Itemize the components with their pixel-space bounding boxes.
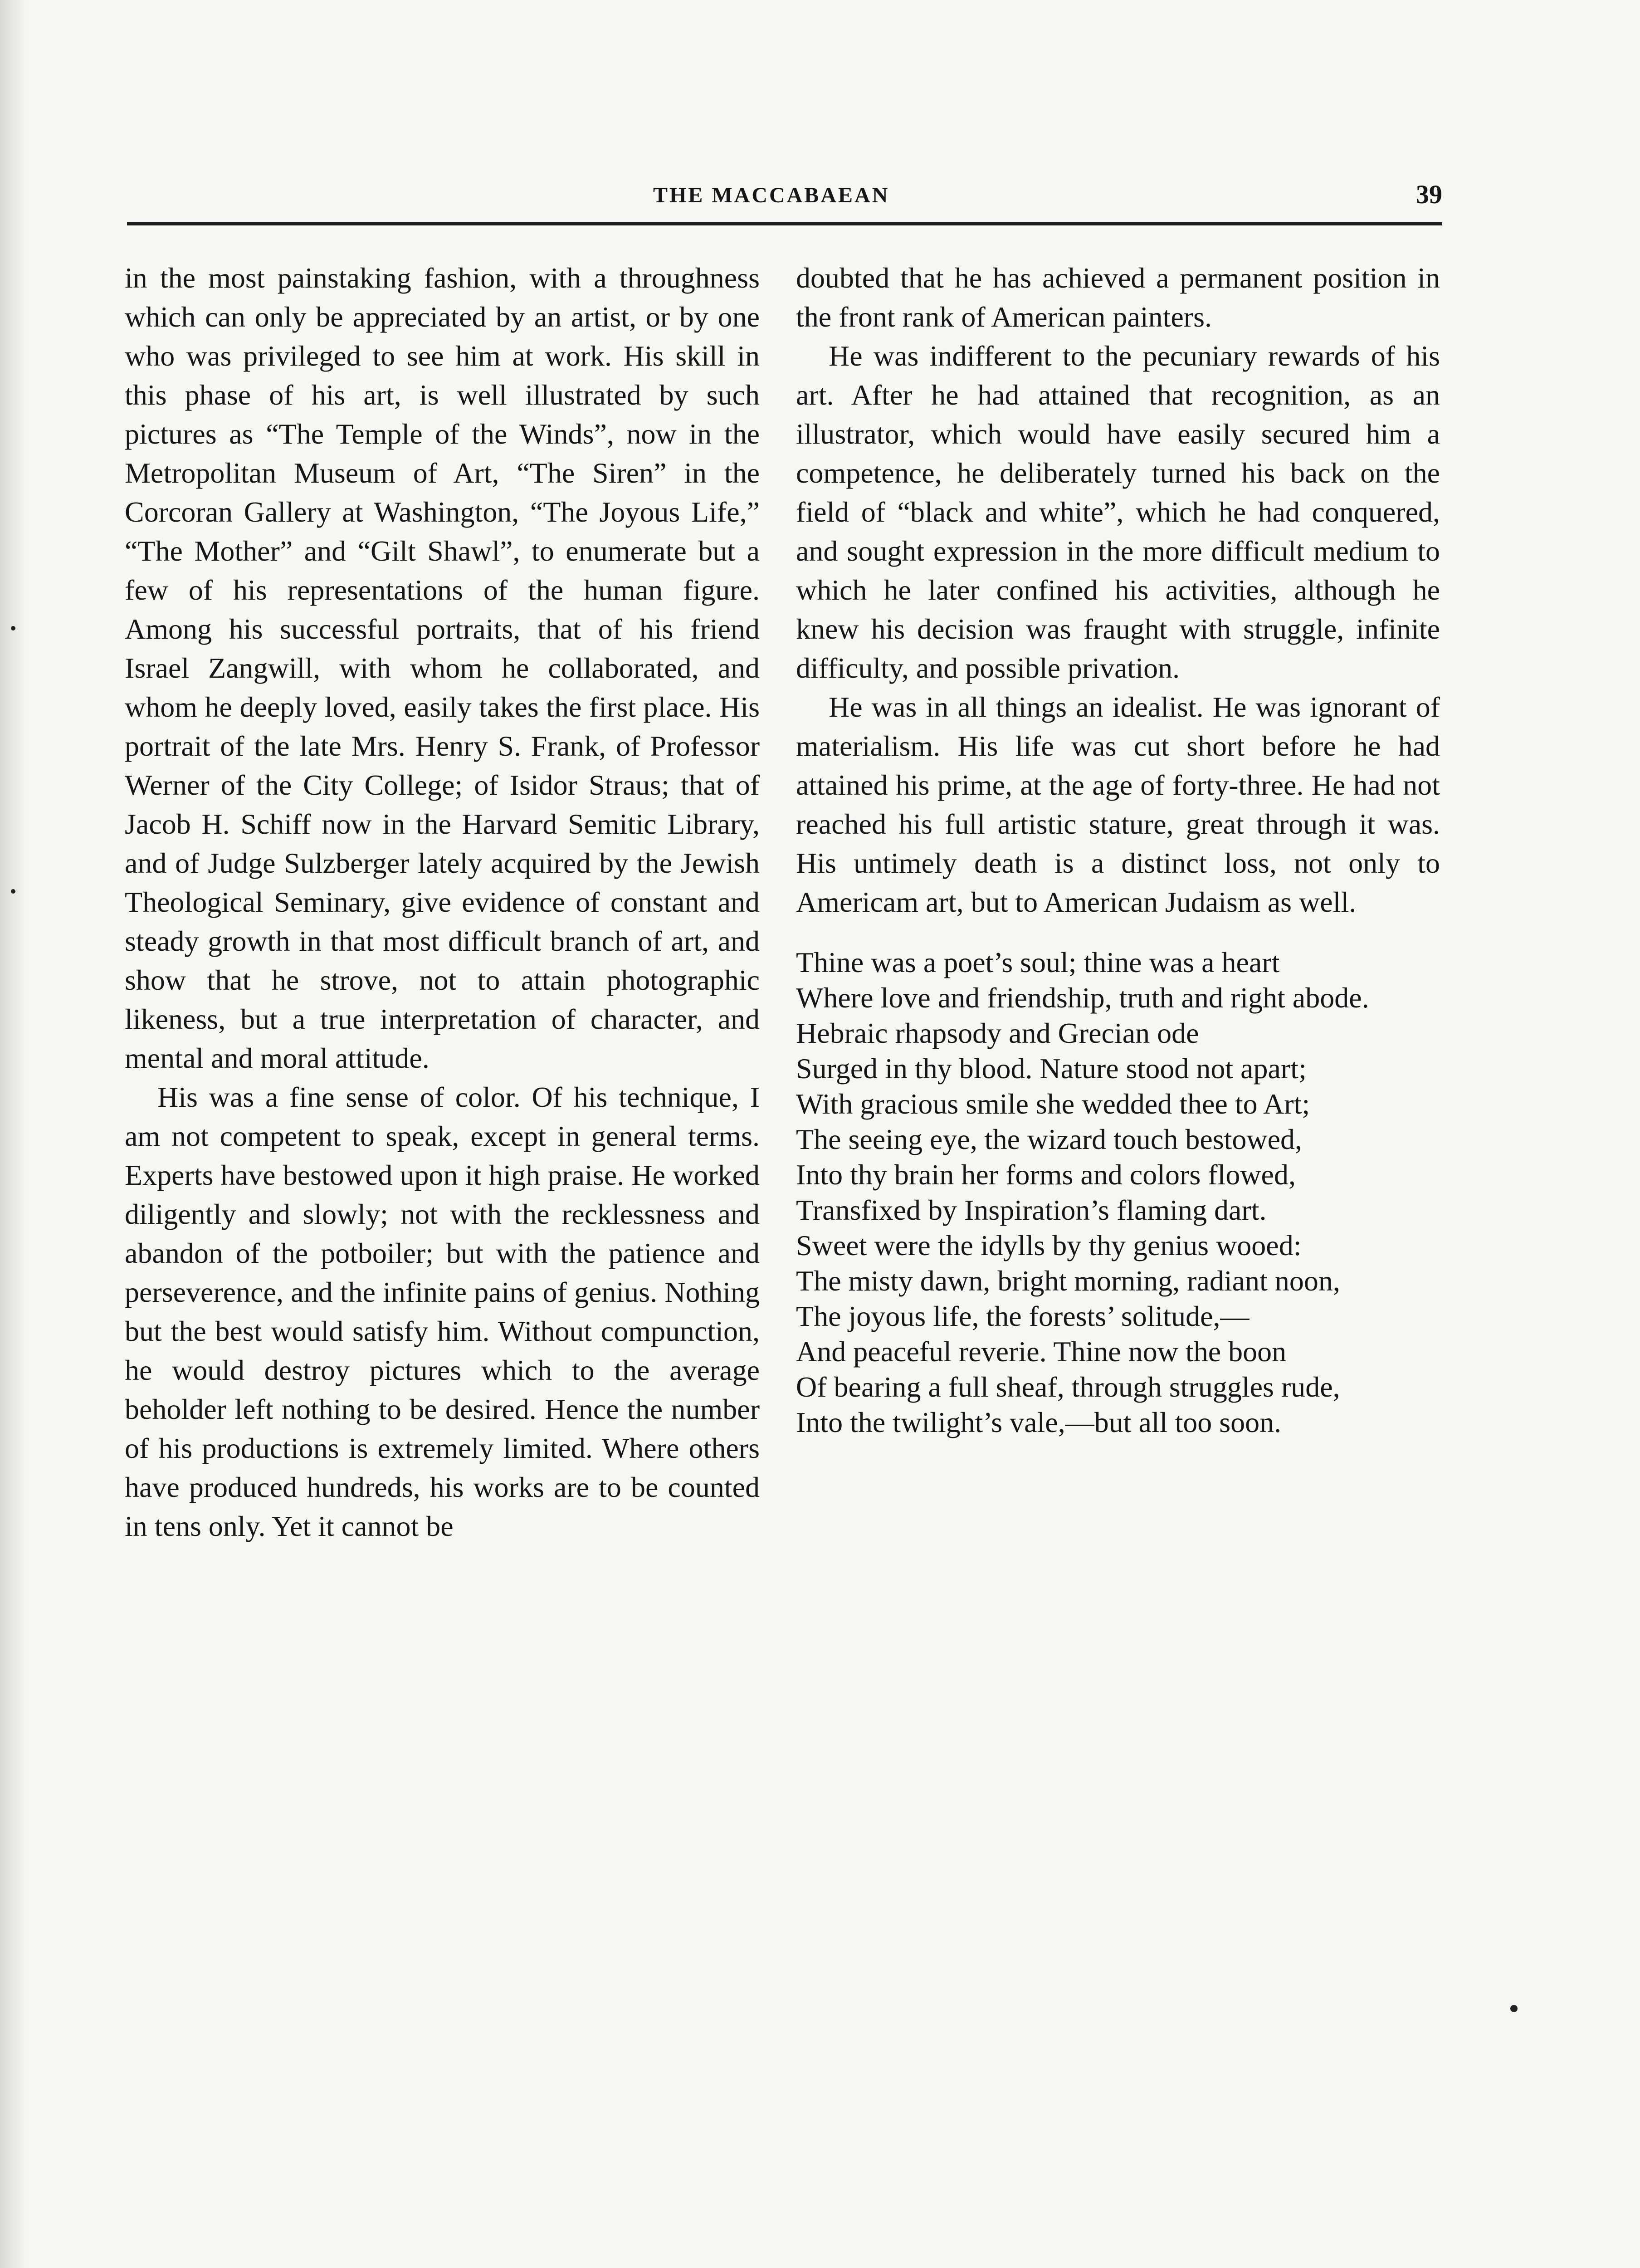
poem-line: Of bearing a full sheaf, through struggles rude, — [796, 1371, 1340, 1403]
poem-line: Transfixed by Inspiration’s flaming dart. — [796, 1194, 1267, 1226]
paragraph: doubted that he has achieved a permanent position in the front rank of American painters. — [796, 262, 1440, 333]
poem-line: With gracious smile she wedded thee to Art; — [796, 1088, 1310, 1120]
header-rule — [127, 222, 1442, 225]
ink-speck — [11, 889, 15, 894]
ink-speck — [11, 626, 15, 631]
paragraph: His was a fine sense of color. Of his technique, I am not competent to speak, except in general terms. Experts have bestowed upon it high praise. He worked diligently and slowly; not with the recklessness and abandon of the potboiler; but with the patience and perseverence, and the infinite pains of genius. Nothing but the best would satisfy him. Without compunction, he would destroy pictures which to the average beholder left nothing to be desired. Hence the number of his productions is extremely limited. Where others have produced hundreds, his works are to be counted in tens only. Yet it cannot be — [125, 1081, 760, 1542]
poem-line: The joyous life, the forests’ solitude,— — [796, 1300, 1250, 1332]
poem-line: Sweet were the idylls by thy genius wooed: — [796, 1229, 1302, 1261]
poem-line: The seeing eye, the wizard touch bestowed, — [796, 1123, 1303, 1155]
right-column — [796, 259, 1440, 1442]
poem-line: Thine was a poet’s soul; thine was a heart — [796, 946, 1280, 978]
poem-line: Surged in thy blood. Nature stood not apart; — [796, 1052, 1307, 1085]
poem-line: Into the twilight’s vale,—but all too soon. — [796, 1406, 1282, 1438]
poem-line: Hebraic rhapsody and Grecian ode — [796, 1017, 1199, 1049]
page-number: 39 — [1416, 180, 1442, 209]
paragraph: in the most painstaking fashion, with a throughness which can only be appreciated by an artist, or by one who was privileged to see him at work. His skill in this phase of his art, is well illustrated by such pictures as “The Temple of the Winds”, now in the Metropolitan Museum of Art, “The Siren” in the Corcoran Gallery at Washington, “The Joyous Life,” “The Mother” and “Gilt Shawl”, to enumerate but a few of his representations of the human figure. Among his successful portraits, that of his friend Israel Zangwill, with whom he collaborated, and whom he deeply loved, easily takes the first place. His portrait of the late Mrs. Henry S. Frank, of Professor Werner of the City College; of Isidor Straus; that of Jacob H. Schiff now in the Harvard Semitic Library, and of Judge Sulzberger lately acquired by the Jewish Theological Seminary, give evidence of constant and steady growth in that most difficult branch of art, and show that he strove, not to attain photographic likeness, but a true interpretation of character, and mental and moral attitude. — [125, 262, 760, 1074]
page-edge-shadow — [0, 0, 27, 2268]
paragraph: He was in all things an idealist. He was ignorant of materialism. His life was cut short before he had attained his prime, at the age of forty-three. He had not reached his full artistic stature, great through it was. His untimely death is a distinct loss, not only to Americam art, but to American Judaism as well. — [796, 691, 1440, 918]
poem-line: Where love and friendship, truth and right abode. — [796, 982, 1369, 1014]
ink-speck — [1510, 2005, 1518, 2012]
poem-line: The misty dawn, bright morning, radiant noon, — [796, 1265, 1340, 1297]
left-column — [125, 259, 760, 1546]
running-head: THE MACCABAEAN — [653, 183, 890, 207]
page-header — [127, 179, 1442, 215]
poem — [796, 947, 1440, 1438]
poem-line: Into thy brain her forms and colors flowed, — [796, 1158, 1296, 1191]
poem-line: And peaceful reverie. Thine now the boon — [796, 1335, 1287, 1368]
paragraph: He was indifferent to the pecuniary rewards of his art. After he had attained that recognition, as an illustrator, which would have easily secured him a competence, he deliberately turned his back on the field of “black and white”, which he had conquered, and sought expression in the more difficult medium to which he later confined his activities, although he knew his decision was fraught with struggle, infinite difficulty, and possible privation. — [796, 340, 1440, 684]
